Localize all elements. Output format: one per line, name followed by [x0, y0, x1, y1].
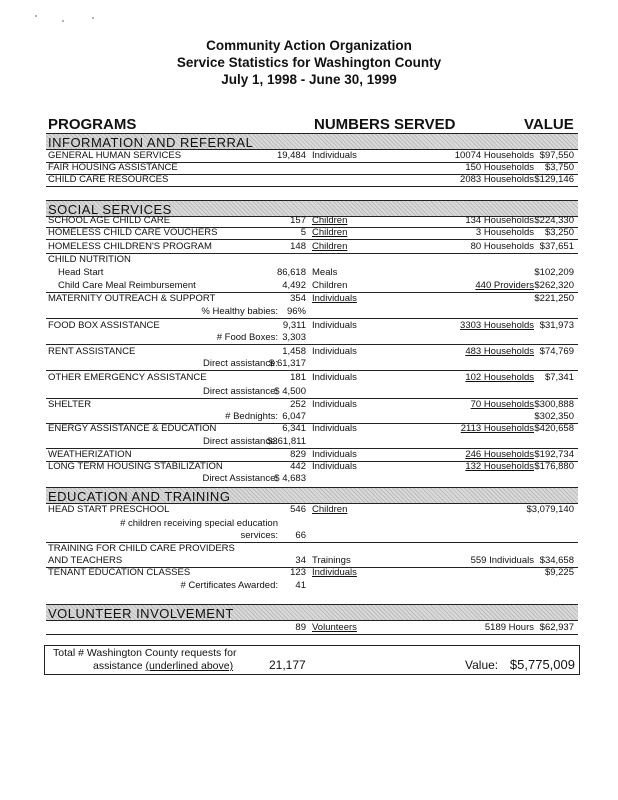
table-row: SHELTER 252 Individuals 70 Households $300,888	[48, 399, 574, 410]
table-row: ENERGY ASSISTANCE & EDUCATION 6,341 Individuals 2113 Households $420,658	[48, 423, 574, 434]
numbers-column-header: NUMBERS SERVED	[314, 116, 456, 133]
total-label-line2: assistance (underlined above)	[93, 660, 234, 672]
table-row: Direct assistance: $ 61,317	[46, 358, 578, 371]
table-row: HOMELESS CHILD CARE VOUCHERS 5 Children 3 Households $3,250	[46, 227, 578, 240]
value-column-header: VALUE	[524, 116, 574, 133]
table-row: # Bednights: 6,047 $302,350	[46, 411, 578, 424]
programs-column-header: PROGRAMS	[48, 116, 137, 133]
table-row: LONG TERM HOUSING STABILIZATION 442 Individuals 132 Households $176,880	[48, 461, 574, 472]
total-value: $5,775,009	[509, 657, 575, 672]
table-row: WEATHERIZATION 829 Individuals 246 Households $192,734	[46, 449, 578, 462]
table-row: TRAINING FOR CHILD CARE PROVIDERS	[48, 543, 235, 554]
section-information-referral: INFORMATION AND REFERRAL	[46, 133, 578, 150]
total-count: 21,177	[269, 658, 306, 672]
table-row: % Healthy babies: 96%	[46, 306, 578, 319]
table-row: Direct assistance: $361,811	[46, 436, 578, 449]
table-row: MATERNITY OUTREACH & SUPPORT 354 Individuals $221,250	[48, 293, 574, 304]
table-row: HOMELESS CHILDREN'S PROGRAM 148 Children 80 Households $37,651	[46, 241, 578, 254]
table-row: # children receiving special education	[120, 518, 278, 529]
table-row: TENANT EDUCATION CLASSES 123 Individuals $9,225	[48, 567, 574, 578]
total-label: Total # Washington County requests for	[53, 647, 237, 659]
table-row: Direct Assistance: $ 4,683	[202, 473, 306, 484]
report-title: Service Statistics for Washington County	[176, 55, 442, 70]
section-volunteer-involvement: VOLUNTEER INVOLVEMENT	[46, 604, 578, 621]
report-period: July 1, 1998 - June 30, 1999	[221, 72, 397, 87]
table-row: OTHER EMERGENCY ASSISTANCE 181 Individuals 102 Households $7,341	[48, 372, 574, 383]
table-row: Head Start 86,618 Meals $102,209	[58, 267, 574, 278]
table-row: # Food Boxes: 3,303	[46, 332, 578, 345]
table-row: Child Care Meal Reimbursement 4,492 Children 440 Providers $262,320	[46, 280, 578, 293]
table-row: services: 66	[46, 530, 578, 543]
table-row: AND TEACHERS 34 Trainings 559 Individuals $34,658	[46, 555, 578, 568]
table-row: RENT ASSISTANCE 1,458 Individuals 483 Households $74,769	[48, 346, 574, 357]
table-row: FAIR HOUSING ASSISTANCE 150 Households $3,750	[46, 162, 578, 175]
table-row: SCHOOL AGE CHILD CARE 157 Children 134 Households $224,330	[46, 215, 578, 228]
table-row: CHILD NUTRITION	[48, 254, 131, 265]
table-row: GENERAL HUMAN SERVICES 19,484 Individuals 10074 Households $97,550	[46, 150, 578, 163]
table-row: 89 Volunteers 5189 Hours $62,937	[46, 622, 578, 635]
total-value-label: Value:	[465, 658, 499, 672]
section-social-services: SOCIAL SERVICES	[46, 200, 578, 217]
table-row: HEAD START PRESCHOOL 546 Children $3,079,140	[48, 504, 574, 515]
section-education-training: EDUCATION AND TRAINING	[46, 487, 578, 504]
table-row: FOOD BOX ASSISTANCE 9,311 Individuals 3303 Households $31,973	[48, 320, 574, 331]
table-row: CHILD CARE RESOURCES 2083 Households $129,146	[46, 174, 578, 187]
table-row: # Certificates Awarded: 41	[180, 580, 306, 591]
total-box	[44, 645, 580, 675]
org-title: Community Action Organization	[206, 38, 412, 53]
table-row: Direct assistance: $ 4,500	[46, 386, 578, 399]
